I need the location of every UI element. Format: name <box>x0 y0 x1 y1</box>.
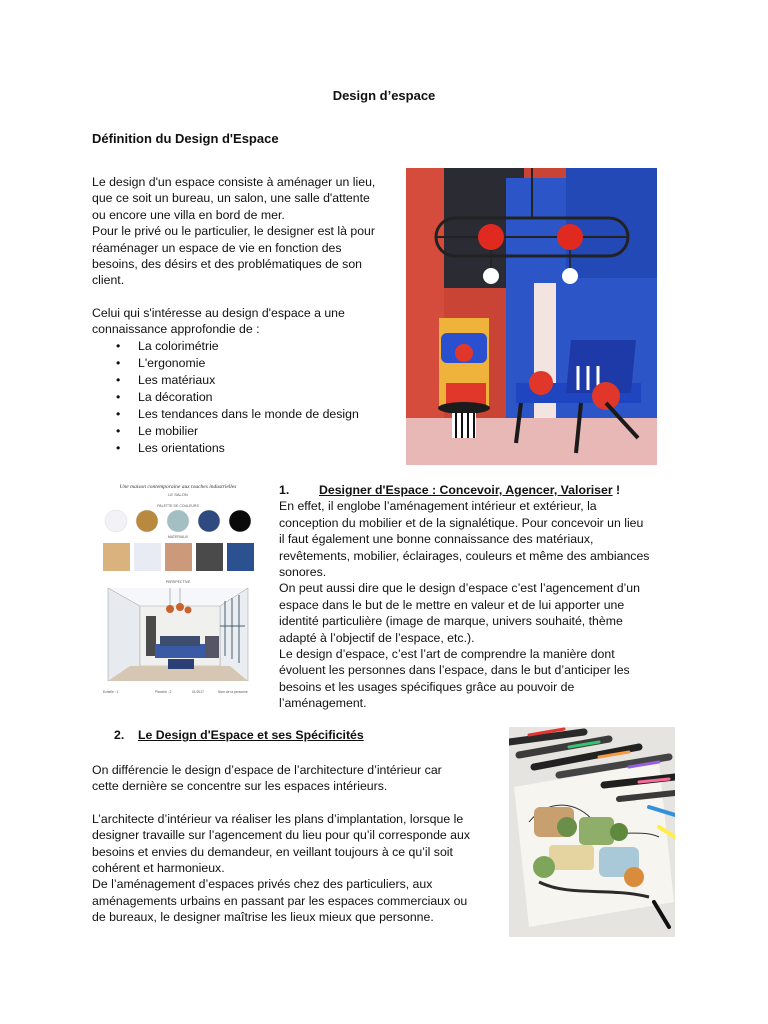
list-item: • Les matériaux <box>92 372 402 389</box>
moodboard-image <box>100 476 256 698</box>
palette-label: PALETTE DE COULEURS <box>157 504 199 508</box>
markers-drawing-photo <box>509 727 675 937</box>
text-line: revêtements, mobilier, éclairages, couleurs et même des ambiances <box>279 548 650 563</box>
text-line: Pour le privé ou le particulier, le designer est là pour <box>92 224 375 239</box>
text-line: designer travaille sur l’agencement du lieu pour qu’il corresponde aux <box>92 828 471 843</box>
section-number: 2. <box>114 728 125 742</box>
text-line: de bureaux, le designer maîtrise les lieux mieux que personne. <box>92 910 434 925</box>
text-line: espace dans le but de le mettre en valeur et de lui apporter une <box>279 597 625 612</box>
room-sketch <box>108 588 248 681</box>
palette-swatch <box>198 510 220 532</box>
skills-list <box>92 338 402 457</box>
text-line: Le design d’espace, c’est l’art de comprendre la manière dont <box>279 647 615 662</box>
text-line: adapté à l’objectif de l’espace, etc.). <box>279 630 475 645</box>
section-number: 1. <box>279 483 290 497</box>
intro-text <box>92 174 402 457</box>
material-swatch <box>103 543 130 571</box>
intro-para2 <box>92 305 402 338</box>
document-title: Design d’espace <box>332 88 436 103</box>
text-line: Celui qui s'intéresse au design d'espace a une <box>92 305 345 320</box>
palette-swatch <box>136 510 158 532</box>
material-swatches <box>103 543 254 571</box>
definition-heading: Définition du Design d'Espace <box>92 131 279 146</box>
palette-swatch <box>229 510 251 532</box>
intro-para1 <box>92 174 402 289</box>
list-item: • La décoration <box>92 389 402 406</box>
section-title: Designer d'Espace : Concevoir, Agencer, Valoriser <box>319 483 613 497</box>
text-line: besoins et envies du demandeur, en veillant toujours à ce qu’il soit <box>92 844 453 859</box>
text-line: sonores. <box>279 565 327 580</box>
room-photo <box>406 168 657 465</box>
footer-date: 01/2017 <box>192 690 204 694</box>
text-line: réaménager un espace de vie en fonction des <box>92 240 342 255</box>
palette-swatch <box>105 510 127 532</box>
footer-name: Nom de la personne <box>218 690 248 694</box>
section1 <box>279 482 699 712</box>
perspective-label: PERSPECTIVE <box>165 580 191 584</box>
moodboard-subheading: LE SALON <box>168 492 188 497</box>
text-line: client. <box>92 273 125 288</box>
palette-swatch <box>167 510 189 532</box>
list-item: • Les tendances dans le monde de design <box>92 406 402 423</box>
section-title: Le Design d'Espace et ses Spécificités <box>138 728 364 742</box>
list-item: • La colorimétrie <box>92 338 402 355</box>
text-line: il faut également une bonne connaissance des matériaux, <box>279 532 594 547</box>
text-line: En effet, il englobe l’aménagement intérieur et extérieur, la <box>279 499 597 514</box>
room-illustration <box>406 168 657 465</box>
material-swatch <box>165 543 192 571</box>
section1-body <box>279 498 699 711</box>
material-swatch <box>134 543 161 571</box>
text-line: On peut aussi dire que le design d’espace c’est l’agencement d’un <box>279 581 640 596</box>
materials-label: MATERIAUX <box>167 535 189 539</box>
section-title-suffix: ! <box>612 483 621 497</box>
list-item: • L'ergonomie <box>92 355 402 372</box>
text-line: ou encore une villa en bord de mer. <box>92 207 285 222</box>
text-line: cohérent et harmonieux. <box>92 861 225 876</box>
text-line: aménagements urbains en passant par les espaces commerciaux ou <box>92 893 468 908</box>
material-swatch <box>196 543 223 571</box>
material-swatch <box>227 543 254 571</box>
text-line: conception du mobilier et de la signalétique. Pour concevoir un lieu <box>279 515 644 530</box>
section2-heading <box>114 728 364 742</box>
moodboard-illustration <box>100 476 256 698</box>
text-line: connaissance approfondie de : <box>92 322 260 337</box>
text-line: évoluent les personnes dans l’espace, dans le but d’anticiper les <box>279 663 630 678</box>
text-line: L’architecte d’intérieur va réaliser les plans d’implantation, lorsque le <box>92 811 464 826</box>
text-line: cette dernière se concentre sur les espaces intérieurs. <box>92 779 388 794</box>
text-line: On différencie le design d’espace de l’architecture d’intérieur car <box>92 763 442 777</box>
list-item: • Les orientations <box>92 440 402 457</box>
footer-scale: Echelle : 1 <box>103 690 119 694</box>
text-line: identité particulière (image de marque, univers souhaité, thème <box>279 614 623 629</box>
text-line: besoins et les usages spécifiques grâce au pouvoir de <box>279 679 575 694</box>
list-item: • Le mobilier <box>92 423 402 440</box>
section1-heading <box>279 482 699 498</box>
text-line: besoins, des désirs et des problématiques de son <box>92 257 363 272</box>
markers-illustration <box>509 727 675 937</box>
section2-body <box>92 762 504 926</box>
text-line: que ce soit un bureau, un salon, une salle d'attente <box>92 191 370 206</box>
text-line: l’aménagement. <box>279 696 367 711</box>
text-line: Le design d'un espace consiste à aménager un lieu, <box>92 175 376 189</box>
text-line: De l’aménagement d’espaces privés chez des particuliers, aux <box>92 877 433 892</box>
footer-sheet: Planche : 2 <box>155 690 172 694</box>
moodboard-heading: Une maison contemporaine aux touches industrielles <box>119 484 237 490</box>
